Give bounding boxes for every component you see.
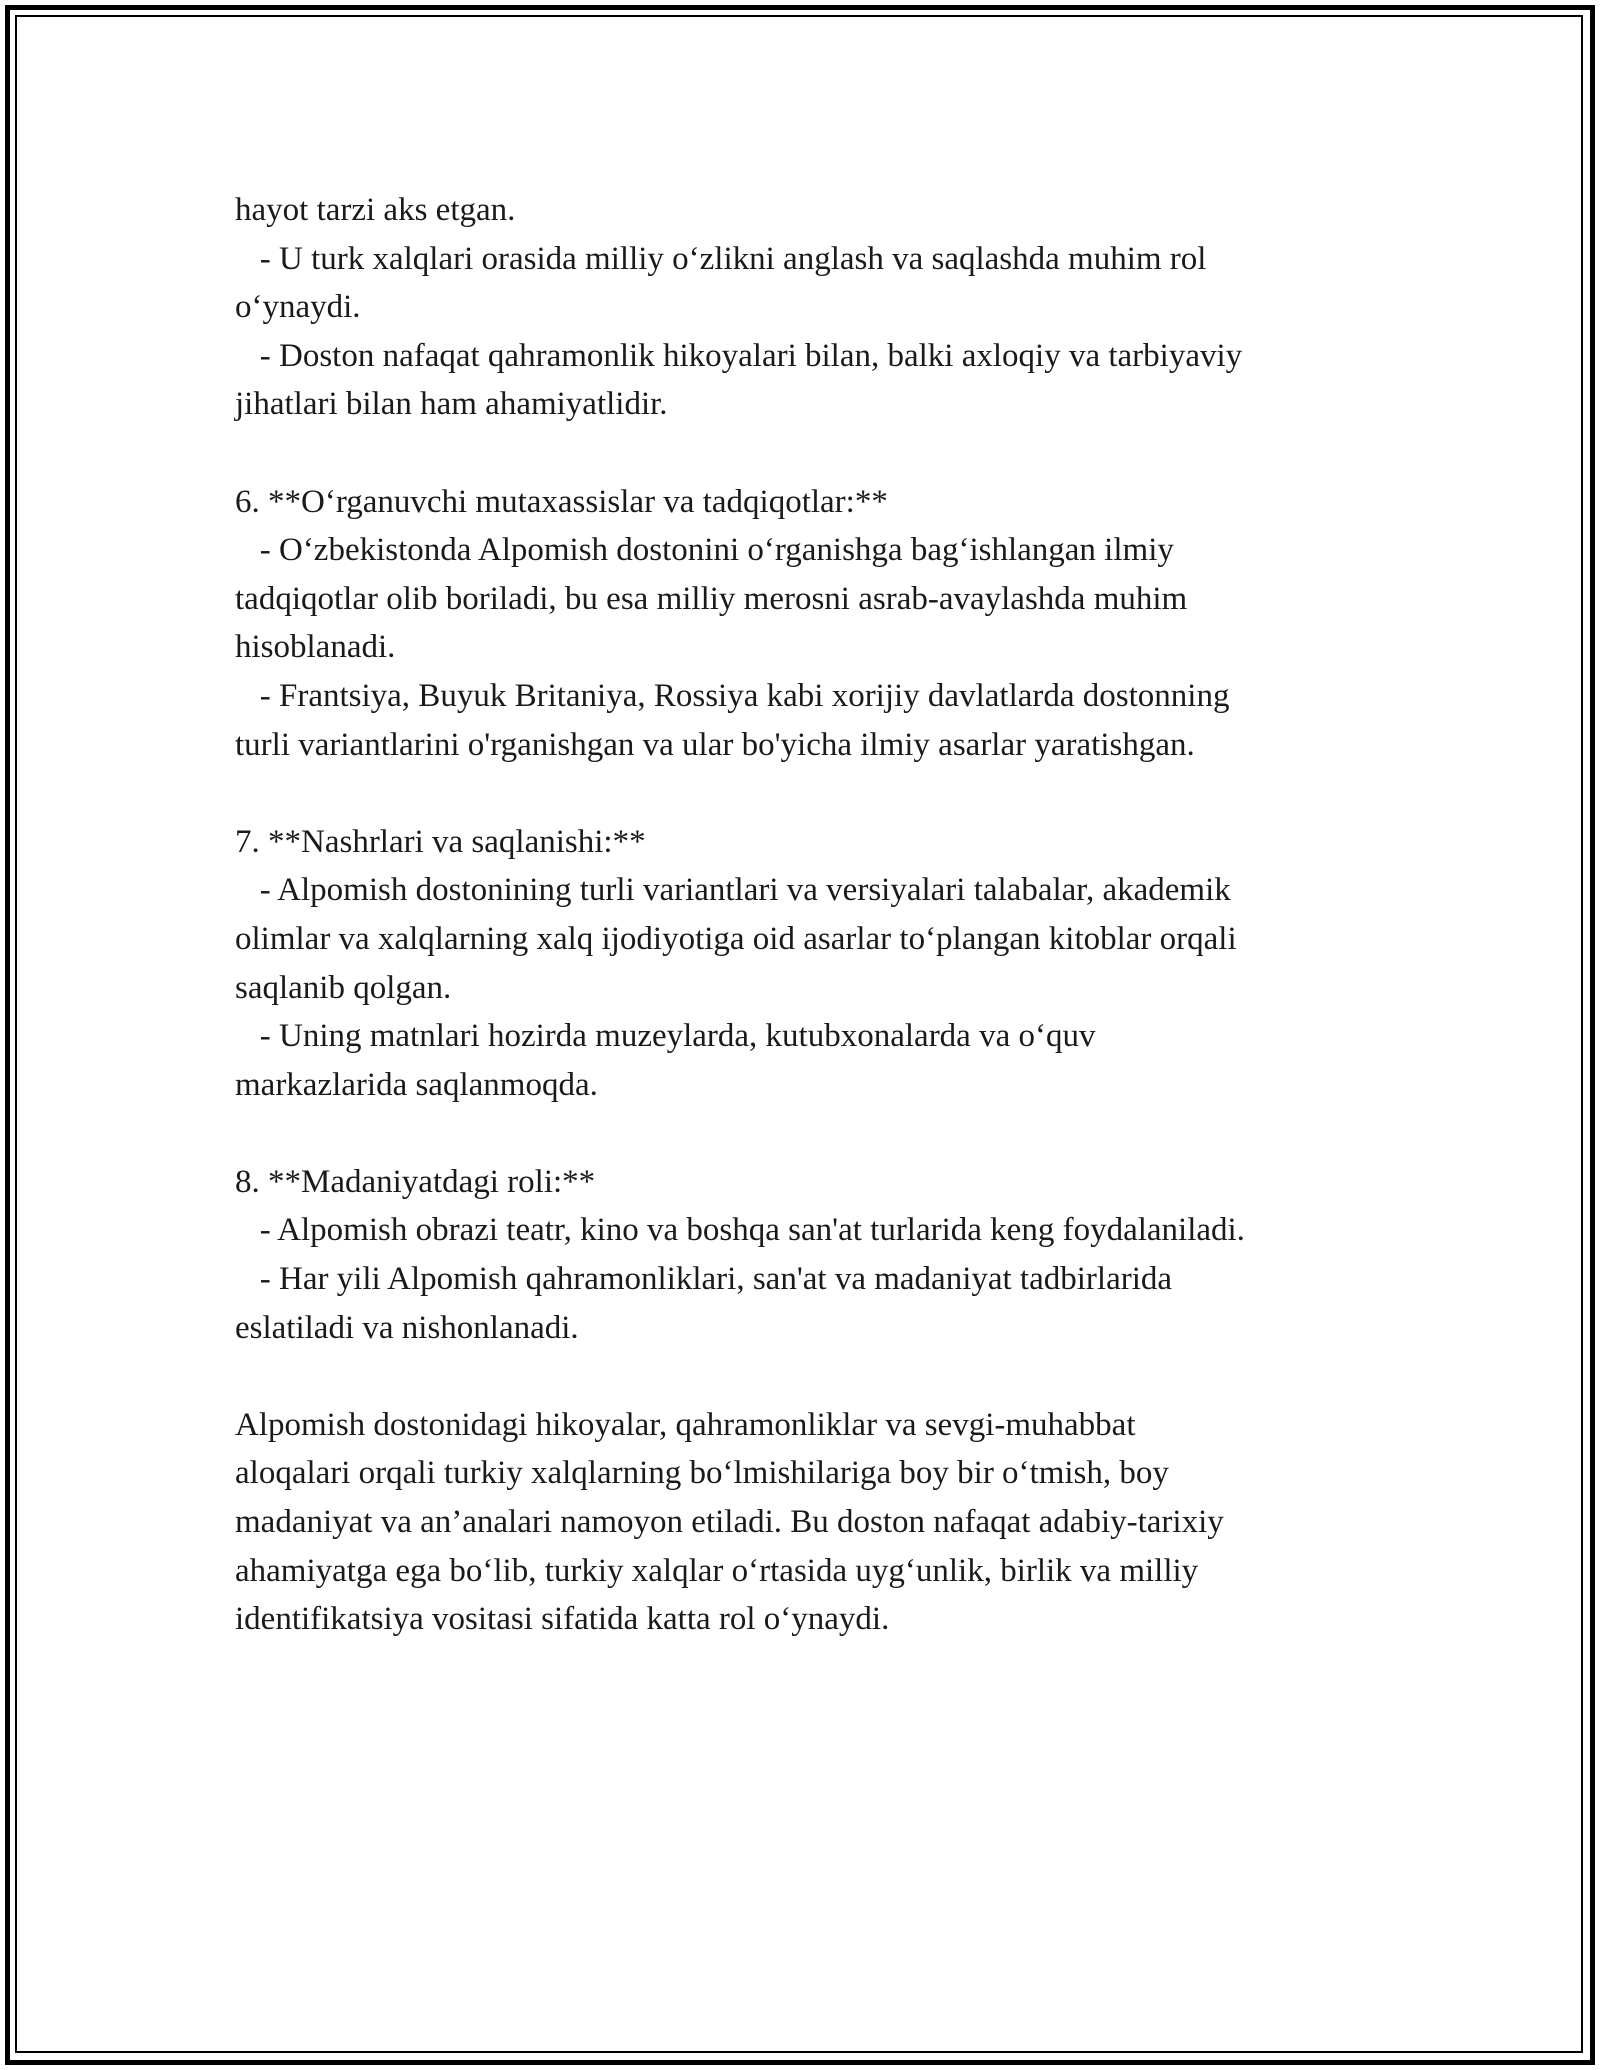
section-heading: 6. **O‘rganuvchi mutaxassislar va tadqiqotlar:** — [235, 483, 888, 520]
bullet-line: - Har yili Alpomish qahramonliklari, san'at va madaniyat tadbirlarida — [235, 1261, 1173, 1298]
text-line: Alpomish dostonidagi hikoyalar, qahramonliklar va sevgi-muhabbat — [235, 1406, 1136, 1443]
text-line: saqlanib qolgan. — [235, 969, 452, 1006]
section-5-continuation — [235, 186, 1385, 429]
text-line: hisoblanadi. — [235, 629, 396, 666]
paragraph-gap — [235, 429, 1385, 478]
paragraph-gap — [235, 1109, 1385, 1158]
section-7 — [235, 818, 1385, 1110]
paragraph-gap — [235, 769, 1385, 818]
text-line: madaniyat va an’analari namoyon etiladi. Bu doston nafaqat adabiy-tarixiy — [235, 1504, 1224, 1541]
section-6 — [235, 478, 1385, 770]
section-heading: 8. **Madaniyatdagi roli:** — [235, 1163, 596, 1200]
bullet-line: - U turk xalqlari orasida milliy o‘zlikni anglash va saqlashda muhim rol — [235, 240, 1207, 277]
text-line: jihatlari bilan ham ahamiyatlidir. — [235, 386, 668, 423]
section-8 — [235, 1158, 1385, 1352]
text-line: turli variantlarini o'rganishgan va ular bo'yicha ilmiy asarlar yaratishgan. — [235, 726, 1195, 763]
text-line: aloqalari orqali turkiy xalqlarning bo‘lmishilariga boy bir o‘tmish, boy — [235, 1455, 1169, 1492]
bullet-line: - Alpomish obrazi teatr, kino va boshqa san'at turlarida keng foydalaniladi. — [235, 1212, 1245, 1249]
bullet-line: - Doston nafaqat qahramonlik hikoyalari bilan, balki axloqiy va tarbiyaviy — [235, 337, 1243, 374]
text-line: hayot tarzi aks etgan. — [235, 192, 516, 228]
paragraph-gap — [235, 1352, 1385, 1401]
text-line: o‘ynaydi. — [235, 289, 361, 326]
text-line: eslatiladi va nishonlanadi. — [235, 1309, 579, 1346]
document-body — [235, 186, 1385, 1644]
bullet-line: - Frantsiya, Buyuk Britaniya, Rossiya kabi xorijiy davlatlarda dostonning — [235, 677, 1230, 714]
conclusion-paragraph — [235, 1401, 1385, 1644]
text-line: identifikatsiya vositasi sifatida katta rol o‘ynaydi. — [235, 1601, 890, 1638]
bullet-line: - O‘zbekistonda Alpomish dostonini o‘rganishga bag‘ishlangan ilmiy — [235, 532, 1174, 569]
text-line: tadqiqotlar olib boriladi, bu esa milliy merosni asrab-avaylashda muhim — [235, 580, 1188, 617]
text-line: ahamiyatga ega bo‘lib, turkiy xalqlar o‘rtasida uyg‘unlik, birlik va milliy — [235, 1552, 1199, 1589]
section-heading: 7. **Nashrlari va saqlanishi:** — [235, 823, 646, 860]
bullet-line: - Alpomish dostonining turli variantlari va versiyalari talabalar, akademik — [235, 872, 1231, 909]
text-line: markazlarida saqlanmoqda. — [235, 1066, 598, 1103]
bullet-line: - Uning matnlari hozirda muzeylarda, kutubxonalarda va o‘quv — [235, 1018, 1096, 1055]
text-line: olimlar va xalqlarning xalq ijodiyotiga oid asarlar to‘plangan kitoblar orqali — [235, 920, 1237, 957]
